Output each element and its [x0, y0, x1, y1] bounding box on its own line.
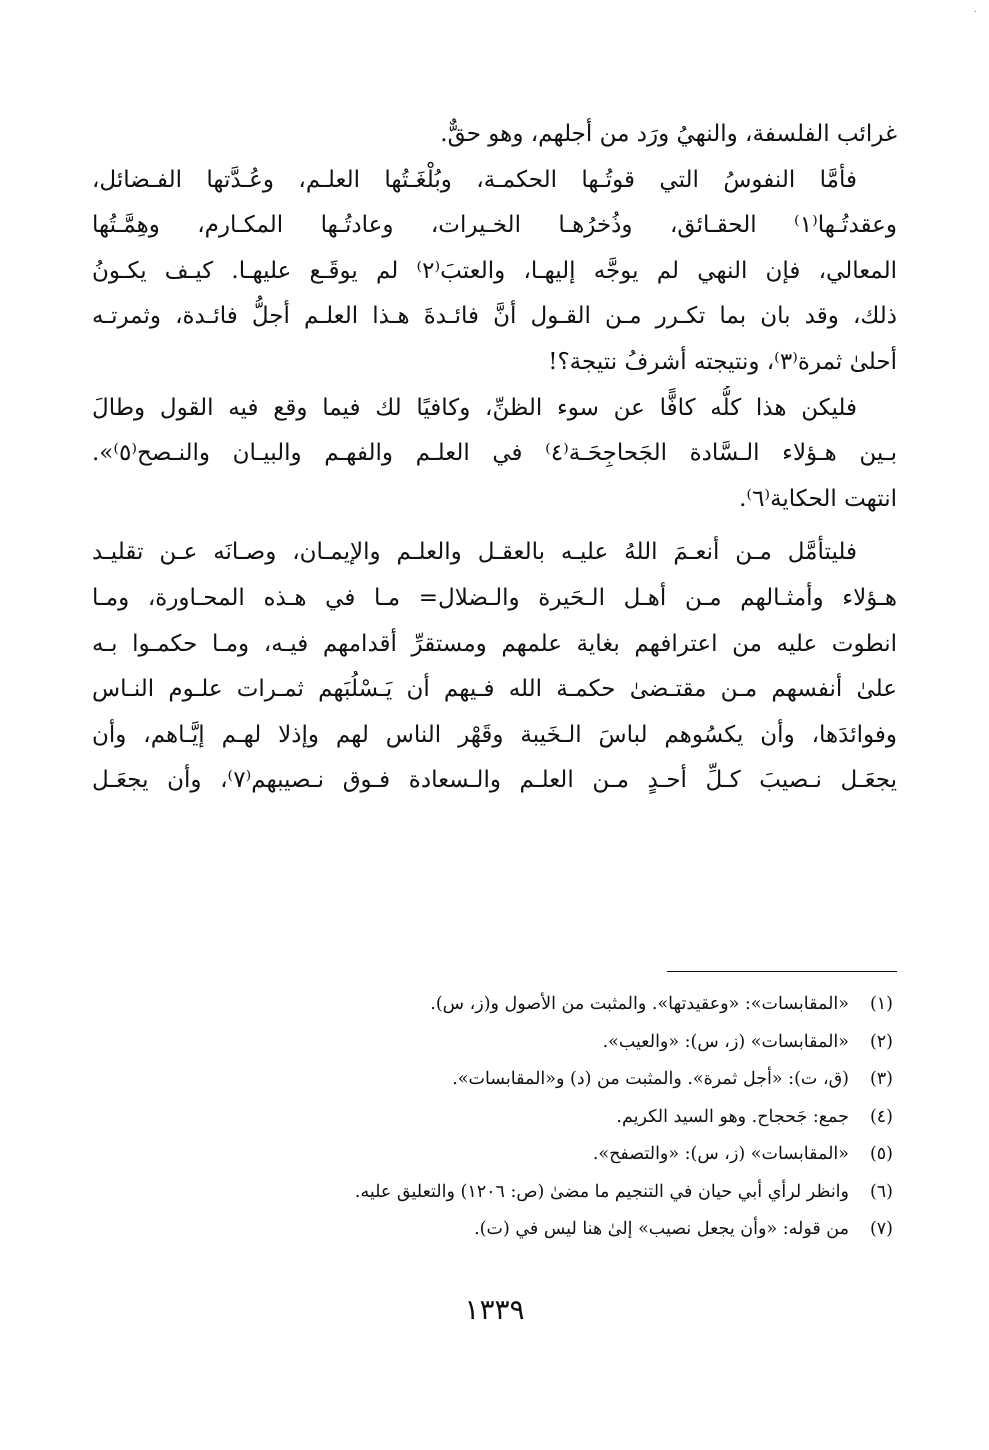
text-line: المعالي، فإن النهي لم يوجَّه إليهـا، والعتبَ⁽٢⁾ لم يوقَـع عليهـا. كيـف يكـونُ [92, 257, 897, 284]
text-line: أحلىٰ ثمرة⁽٣⁾، ونتيجته أشرفُ نتيجة؟! [548, 348, 897, 375]
text-line: فأمَّا النفوسُ التي قوتُـها الحكمـة، وبُلْغَـتُها العلـم، وعُـدَّتها الفـضائل، [92, 166, 857, 193]
text-line: هـؤلاء وأمثـالهم مـن أهـل الـحَيرة والـضلال= مـا في هـذه المحـاورة، ومـا [92, 584, 897, 611]
text-line: انطوت عليه من اعترافهم بغاية علمهم ومستقرِّ أقدامهم فيـه، ومـا حكمـوا بـه [92, 630, 897, 657]
corner-mark: · [973, 7, 977, 18]
footnote-number: (٦) [869, 1181, 893, 1202]
footnote-text: من قوله: «وأن يجعل نصيب» إلىٰ هنا ليس في (ت). [474, 1219, 849, 1239]
text-line: غرائب الفلسفة، والنهيُ ورَد من أجلهم، وهو حقٌّ. [440, 121, 897, 147]
footnotes [93, 986, 893, 1249]
text-line: فليتأمَّل مـن أنعـمَ اللهُ عليـه بالعقـل والعلـم والإيمـان، وصـانَه عـن تقليـد [92, 539, 857, 566]
text-line: فليكن هذا كلُّه كافًّا عن سوء الظنِّ، وكافيًا لك فيما وقع فيه القول وطالَ [92, 394, 857, 421]
footnote-text: «المقابسات»: «وعقيدتها». والمثبت من الأصول و(ز، س). [430, 994, 849, 1014]
text-line: بـين هـؤلاء الـسَّادة الجَحاجِحَـة⁽٤⁾ في العلـم والفهـم والبيـان والنـصح⁽٥⁾». [92, 440, 897, 467]
footnote-item [93, 986, 893, 1024]
page-number: ١٣٣٩ [464, 1293, 525, 1326]
text-line: وفوائدَها، وأن يكسُوهم لباسَ الـخَيبة وقَهْر الناس لهم وإذلا لهـم إيَّـاهم، وأن [92, 721, 897, 748]
text-line: ذلك، وقد بان بما تكـرر مـن القـول أنَّ فائـدةَ هـذا العلـم أجلُّ فائـدة، وثمرتـه [92, 303, 897, 330]
footnote-text: وانظر لرأي أبي حيان في التنجيم ما مضىٰ (ص: ١٢٠٦) والتعليق عليه. [354, 1181, 849, 1202]
footnote-number: (٤) [869, 1106, 893, 1127]
text-line: يجعَـل نـصيبَ كـلِّ أحـدٍ مـن العلـم والـسعادة فـوق نـصيبهم⁽٧⁾، وأن يجعَـل [92, 767, 897, 794]
footnote-text: «المقابسات» (ز، س): «والتصفح». [592, 1144, 849, 1164]
footnote-item [93, 1211, 893, 1249]
footnote-text: (ق، ت): «أجل ثمرة». والمثبت من (د) و«المقابسات». [452, 1069, 849, 1089]
footnote-item [93, 1061, 893, 1099]
footnote-item [93, 1099, 893, 1137]
footnote-text: «المقابسات» (ز، س): «والعيب». [602, 1031, 849, 1052]
main-text [92, 112, 897, 804]
footnote-item [93, 1136, 893, 1174]
footnote-item [93, 1174, 893, 1212]
text-line: علىٰ أنفسهم مـن مقتـضىٰ حكمـة الله فـيهم أن يَـسْلُبَهم ثمـرات علـوم النـاس [92, 676, 897, 703]
footnote-number: (٥) [869, 1144, 893, 1164]
footnote-number: (٣) [869, 1069, 893, 1089]
footnote-number: (٢) [869, 1031, 893, 1052]
footnote-item [93, 1024, 893, 1062]
text-line: وعقدتُـها⁽١⁾ الحقـائق، وذُخرُهـا الخـيرات، وعادتُـها المكـارم، وهِمَّـتُها [92, 212, 897, 239]
footnote-number: (٧) [869, 1219, 893, 1239]
footnote-divider [667, 971, 897, 972]
text-line: انتهت الحكاية⁽٦⁾. [739, 485, 897, 512]
footnote-number: (١) [869, 994, 893, 1014]
footnote-text: جمع: جَحجاح. وهو السيد الكريم. [616, 1106, 849, 1127]
